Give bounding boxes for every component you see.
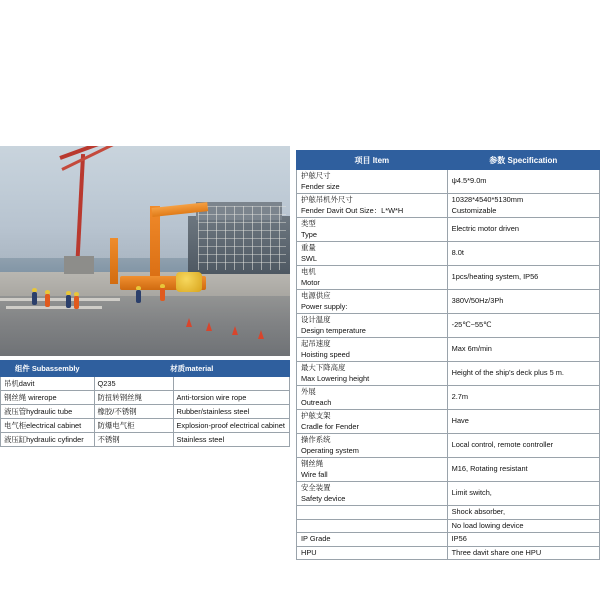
cell-subassembly: 液压缸hydraulic cyfinder xyxy=(1,433,95,447)
spec-cell-item xyxy=(297,533,448,547)
spec-item-en: Outreach xyxy=(301,397,332,407)
table-row xyxy=(297,482,600,506)
spec-cell-value xyxy=(447,434,599,458)
spec-value-line: -25℃~55℃ xyxy=(451,320,492,330)
spec-item-cn: 起吊速度 xyxy=(301,339,331,348)
spec-cell-value xyxy=(447,506,599,520)
spec-cell-item xyxy=(297,410,448,434)
cell-subassembly: 液压管hydraulic tube xyxy=(1,405,95,419)
spec-cell-item xyxy=(297,170,448,194)
spec-item-cn: 最大下降高度 xyxy=(301,363,346,372)
table-row xyxy=(1,433,290,447)
spec-item-cn: 护舷尺寸 xyxy=(301,171,331,180)
table-row xyxy=(297,410,600,434)
table-row xyxy=(1,377,290,391)
fender-unit xyxy=(176,272,202,292)
spec-cell-item xyxy=(297,338,448,362)
spec-cell-item xyxy=(297,290,448,314)
materials-table xyxy=(0,360,290,447)
spec-cell-value xyxy=(447,338,599,362)
worker-6 xyxy=(160,288,165,301)
table-row xyxy=(297,194,600,218)
spec-cell-item xyxy=(297,314,448,338)
materials-header-material: 材质material xyxy=(94,361,289,377)
spec-table-header-row xyxy=(297,151,600,170)
table-row xyxy=(297,242,600,266)
spec-value-line: Height of the ship's deck plus 5 m. xyxy=(451,368,564,378)
cell-material-en: Anti-torsion wire rope xyxy=(173,391,290,405)
spec-item-cn: 钢丝绳 xyxy=(301,459,324,468)
spec-cell-item xyxy=(297,242,448,266)
davit-column-secondary xyxy=(110,238,118,284)
spec-item-en: Hoisting speed xyxy=(301,349,350,359)
spec-value-line: IP56 xyxy=(451,534,467,543)
spec-item-en: Design temperature xyxy=(301,325,366,335)
spec-item-en: Operating system xyxy=(301,445,359,455)
cell-material-en xyxy=(173,377,290,391)
table-row xyxy=(297,434,600,458)
spec-cell-value xyxy=(447,290,599,314)
spec-cell-value xyxy=(447,546,599,560)
spec-value-line: 8.0t xyxy=(451,248,464,258)
spec-cell-value xyxy=(447,458,599,482)
table-row xyxy=(297,218,600,242)
spec-item-en: Fender size xyxy=(301,181,340,191)
worker-4 xyxy=(74,296,79,309)
scaffolding xyxy=(198,206,286,270)
spec-cell-item xyxy=(297,482,448,506)
spec-cell-item xyxy=(297,506,448,520)
spec-cell-value xyxy=(447,519,599,533)
spec-value-line: No load lowing device xyxy=(451,520,524,530)
spec-item-en: Type xyxy=(301,229,318,239)
spec-cell-value xyxy=(447,386,599,410)
table-row xyxy=(297,338,600,362)
cell-subassembly: 钢丝绳 wirerope xyxy=(1,391,95,405)
spec-value-line: ψ4.5*9.0m xyxy=(451,176,487,186)
table-row xyxy=(297,546,600,560)
spec-cell-item xyxy=(297,194,448,218)
table-row xyxy=(297,290,600,314)
table-row xyxy=(297,386,600,410)
table-row xyxy=(297,506,600,520)
spec-header-specification: 参数 Specification xyxy=(447,151,599,170)
spec-value-line: Three davit share one HPU xyxy=(451,547,542,557)
spec-cell-value xyxy=(447,194,599,218)
spec-value-line: Max 6m/min xyxy=(451,344,492,354)
product-photo xyxy=(0,146,290,356)
worker-5 xyxy=(136,290,141,303)
table-row xyxy=(297,362,600,386)
spec-item-en: SWL xyxy=(301,253,318,263)
cell-material-cn: 不锈钢 xyxy=(94,433,173,447)
spec-value-line: Customizable xyxy=(451,205,497,215)
spec-item-en: Motor xyxy=(301,277,320,287)
spec-cell-item xyxy=(297,434,448,458)
spec-item-en: Power supply: xyxy=(301,301,348,311)
spec-item-en: Safety device xyxy=(301,493,346,503)
table-row xyxy=(1,419,290,433)
spec-item-cn: 设计温度 xyxy=(301,315,331,324)
spec-item-cn: HPU xyxy=(301,547,317,557)
photo-wet-ground xyxy=(0,296,290,356)
spec-value-line: M16, Rotating resistant xyxy=(451,464,528,474)
spec-item-cn: 类型 xyxy=(301,219,316,228)
cell-subassembly: 电气柜electrical cabinet xyxy=(1,419,95,433)
table-row xyxy=(297,314,600,338)
spec-cell-value xyxy=(447,266,599,290)
worker-2 xyxy=(45,294,50,307)
spec-value-line: 10328*4540*5130mm xyxy=(451,195,524,204)
ground-pipe-2 xyxy=(6,306,102,309)
worker-1 xyxy=(32,292,37,305)
spec-cell-value xyxy=(447,410,599,434)
davit-column xyxy=(150,206,160,284)
spec-cell-value xyxy=(447,314,599,338)
spec-cell-item xyxy=(297,362,448,386)
table-row xyxy=(297,266,600,290)
spec-cell-value xyxy=(447,218,599,242)
materials-header-subassembly: 组件 Subassembly xyxy=(1,361,95,377)
spec-item-cn: 操作系统 xyxy=(301,435,331,444)
spec-cell-item xyxy=(297,519,448,533)
spec-cell-value xyxy=(447,170,599,194)
cell-material-cn: Q235 xyxy=(94,377,173,391)
cell-material-en: Rubber/stainless steel xyxy=(173,405,290,419)
table-row xyxy=(1,391,290,405)
worker-3 xyxy=(66,295,71,308)
spec-value-line: 380V/50Hz/3Ph xyxy=(451,296,504,306)
cell-material-cn: 防爆电气柜 xyxy=(94,419,173,433)
spec-item-cn: 电机 xyxy=(301,267,316,276)
crane-base xyxy=(64,256,94,274)
spec-cell-item xyxy=(297,458,448,482)
spec-item-en: Wire fall xyxy=(301,469,328,479)
spec-cell-item xyxy=(297,218,448,242)
spec-value-line: 2.7m xyxy=(451,392,469,402)
table-row xyxy=(1,405,290,419)
spec-cell-value xyxy=(447,482,599,506)
spec-item-en: Cradle for Fender xyxy=(301,421,359,431)
table-row xyxy=(297,170,600,194)
cell-subassembly: 吊机davit xyxy=(1,377,95,391)
spec-cell-item xyxy=(297,266,448,290)
spec-cell-value xyxy=(447,533,599,547)
cell-material-en: Stainless steel xyxy=(173,433,290,447)
spec-value-line: Limit switch, xyxy=(451,488,492,498)
ground-pipe-1 xyxy=(0,298,120,301)
spec-value-line: 1pcs/heating system, IP56 xyxy=(451,272,539,282)
spec-item-cn: 护舷吊机外尺寸 xyxy=(301,195,353,204)
spec-value-line: Local control, remote controller xyxy=(451,440,554,450)
spec-item-cn: 外展 xyxy=(301,387,316,396)
table-row xyxy=(297,458,600,482)
spec-item-cn: IP Grade xyxy=(301,534,331,543)
spec-item-en: Fender Davit Out Size：L*W*H xyxy=(301,205,404,215)
spec-value-line: Have xyxy=(451,416,469,426)
materials-table-header-row xyxy=(1,361,290,377)
spec-cell-value xyxy=(447,362,599,386)
spec-item-cn: 电源供应 xyxy=(301,291,331,300)
spec-value-line: Electric motor driven xyxy=(451,224,519,234)
table-row xyxy=(297,519,600,533)
specification-table xyxy=(296,150,600,560)
spec-header-item: 项目 Item xyxy=(297,151,448,170)
spec-cell-value xyxy=(447,242,599,266)
spec-item-cn: 重量 xyxy=(301,243,316,252)
spec-item-cn: 安全装置 xyxy=(301,483,331,492)
table-row xyxy=(297,533,600,547)
cell-material-cn: 防扭转钢丝绳 xyxy=(94,391,173,405)
spec-item-cn: 护舷支架 xyxy=(301,411,331,420)
cell-material-cn: 橡胶/不锈钢 xyxy=(94,405,173,419)
spec-cell-item xyxy=(297,386,448,410)
cell-material-en: Explosion-proof electrical cabinet xyxy=(173,419,290,433)
spec-value-line: Shock absorber, xyxy=(451,507,506,516)
spec-cell-item xyxy=(297,546,448,560)
spec-item-en: Max Lowering height xyxy=(301,373,370,383)
